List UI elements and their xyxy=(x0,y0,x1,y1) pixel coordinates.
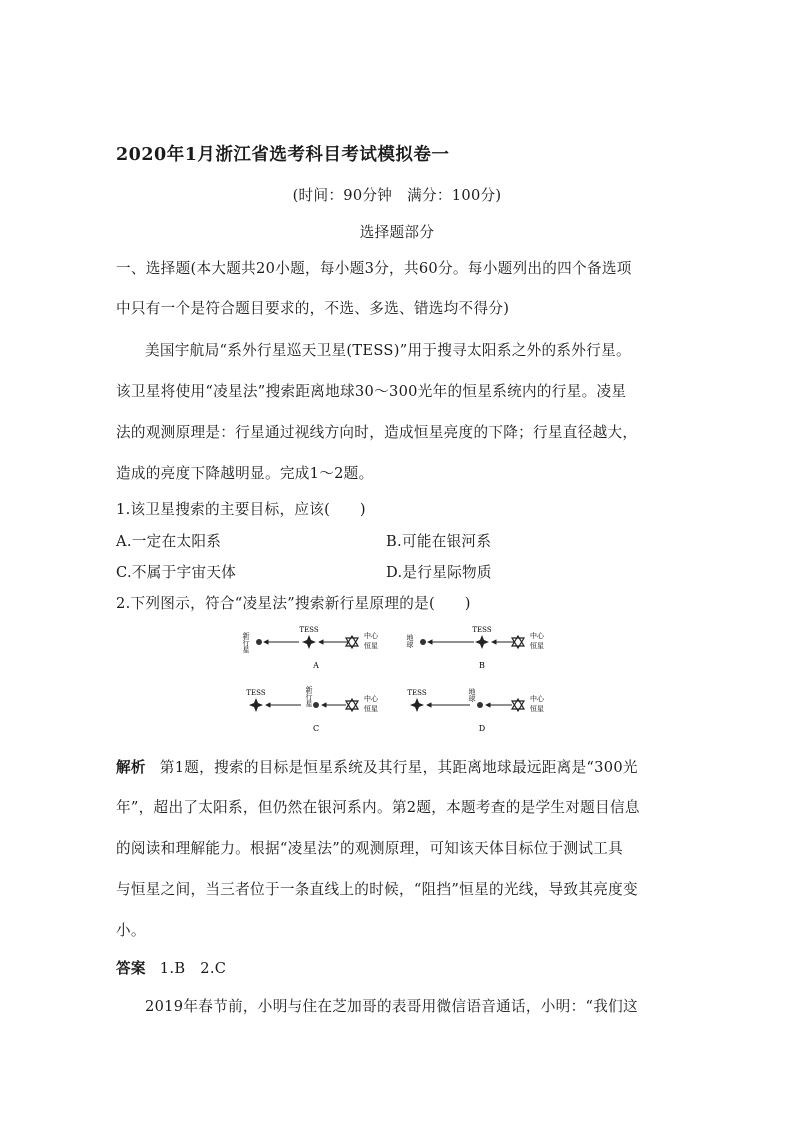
q1-option-d: D.是行星际物质 xyxy=(386,564,492,581)
planet-icon xyxy=(256,639,262,645)
diagram-b-label: B xyxy=(479,661,485,670)
satellite-icon xyxy=(410,698,424,712)
analysis-line-1 xyxy=(116,756,638,777)
answer-label: 答案 xyxy=(116,960,146,977)
diagram-d xyxy=(407,687,545,733)
exam-time-score: (时间：90分钟 满分：100分) xyxy=(292,187,502,204)
diagram-c-center-label-2: 恒星 xyxy=(364,705,378,713)
answer-line xyxy=(116,957,226,978)
diagram-a-label: A xyxy=(313,661,319,670)
diagram-a-tess-label: TESS xyxy=(299,626,319,634)
diagram-d-earth-label: 地球 xyxy=(468,688,476,702)
answer-text: 1.B 2.C xyxy=(159,960,227,977)
analysis-line-4: 与恒星之间，当三者位于一条直线上的时候，“阻挡”恒星的光线，导致其亮度变 xyxy=(116,881,638,898)
star-icon xyxy=(346,636,358,648)
passage-line-3: 法的观测原理是：行星通过视线方向时，造成恒星亮度的下降；行星直径越大， xyxy=(116,424,638,441)
diagram-a-center-label-2: 恒星 xyxy=(364,642,378,650)
transit-diagrams xyxy=(236,622,566,742)
q1-option-a: A.一定在太阳系 xyxy=(116,533,222,550)
passage-line-2: 该卫星将使用“凌星法”搜索距离地球30～300光年的恒星系统内的行星。凌星 xyxy=(116,383,627,400)
diagram-d-tess-label: TESS xyxy=(407,689,427,697)
passage-line-1: 美国宇航局“系外行星巡天卫星(TESS)”用于搜寻太阳系之外的系外行星。 xyxy=(145,342,631,359)
diagram-b xyxy=(406,626,545,670)
diagram-a xyxy=(242,626,379,670)
star-icon xyxy=(512,699,524,711)
diagram-d-label: D xyxy=(478,724,486,733)
question-2-stem: 2.下列图示，符合“凌星法”搜索新行星原理的是( ) xyxy=(116,595,471,612)
q1-option-b: B.可能在银河系 xyxy=(386,533,492,550)
section-heading: 选择题部分 xyxy=(359,224,435,241)
planet-icon xyxy=(477,702,483,708)
page-title: 2020年1月浙江省选考科目考试模拟卷一 xyxy=(116,145,450,165)
analysis-label: 解析 xyxy=(116,759,146,776)
q1-option-c: C.不属于宇宙天体 xyxy=(116,564,237,581)
diagram-c-label: C xyxy=(312,724,320,733)
satellite-icon xyxy=(249,698,263,712)
diagram-b-center-label-2: 恒星 xyxy=(530,642,544,650)
passage-line-4: 造成的亮度下降越明显。完成1～2题。 xyxy=(116,465,374,482)
diagram-d-center-label-2: 恒星 xyxy=(530,705,544,713)
diagram-c-tess-label: TESS xyxy=(246,689,266,697)
diagram-a-new-planet-label: 新行星 xyxy=(242,632,250,653)
diagram-a-center-label-1: 中心 xyxy=(364,632,378,640)
diagram-c xyxy=(246,685,379,733)
planet-icon xyxy=(313,702,319,708)
planet-icon xyxy=(420,639,426,645)
analysis-line-5: 小。 xyxy=(116,922,146,939)
diagram-b-tess-label: TESS xyxy=(472,626,492,634)
analysis-line-3: 的阅读和理解能力。根据“凌星法”的观测原理，可知该天体目标位于测试工具 xyxy=(116,840,624,857)
satellite-icon xyxy=(302,635,316,649)
diagram-b-center-label-1: 中心 xyxy=(530,632,544,640)
diagram-c-center-label-1: 中心 xyxy=(364,695,378,703)
star-icon xyxy=(346,699,358,711)
question-1-stem: 1.该卫星搜索的主要目标，应该( ) xyxy=(116,501,366,518)
satellite-icon xyxy=(475,635,489,649)
diagram-b-earth-label: 地球 xyxy=(406,634,414,648)
analysis-text-1: 第1题，搜索的目标是恒星系统及其行星，其距离地球最远距离是“300光 xyxy=(159,759,638,776)
instruction-line-1: 一、选择题(本大题共20小题，每小题3分，共60分。每小题列出的四个备选项 xyxy=(116,260,632,277)
diagram-d-center-label-1: 中心 xyxy=(530,695,544,703)
next-passage-line: 2019年春节前，小明与住在芝加哥的表哥用微信语音通话，小明：“我们这 xyxy=(145,998,638,1015)
diagram-c-new-planet-label: 新行星 xyxy=(305,686,313,707)
instruction-line-2: 中只有一个是符合题目要求的，不选、多选、错选均不得分) xyxy=(116,300,510,317)
star-icon xyxy=(512,636,524,648)
analysis-line-2: 年”，超出了太阳系，但仍然在银河系内。第2题，本题考查的是学生对题目信息 xyxy=(116,799,640,816)
